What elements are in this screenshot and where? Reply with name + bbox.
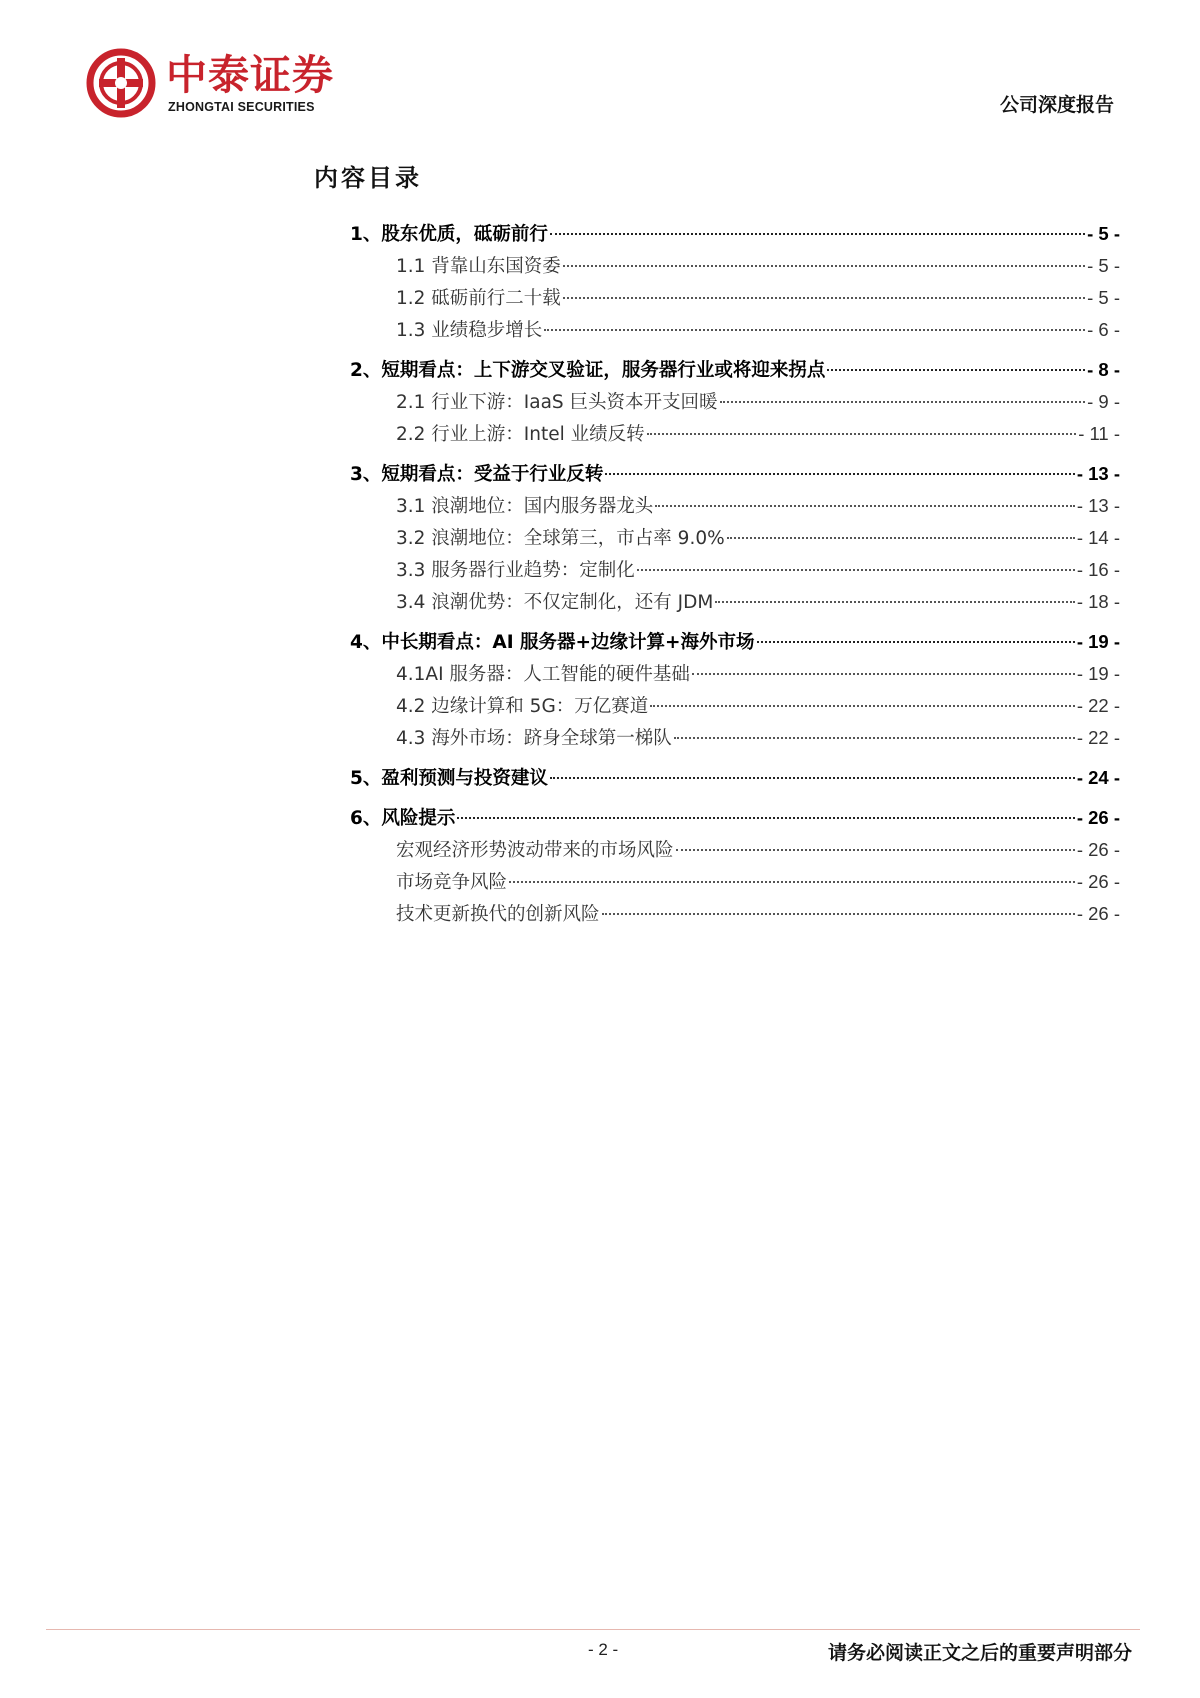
toc-page-number: - 11 - — [1078, 423, 1120, 444]
toc-dot-leader — [650, 705, 1075, 707]
toc-dot-leader — [827, 369, 1085, 371]
toc-subsection-entry[interactable] — [350, 722, 1120, 754]
toc-dot-leader — [509, 881, 1075, 883]
toc-entry-title: 4.3 海外市场：跻身全球第一梯队 — [396, 728, 672, 749]
toc-page-number: - 13 - — [1076, 463, 1120, 484]
toc-section-entry[interactable] — [350, 354, 1120, 386]
toc-page-number: - 5 - — [1087, 287, 1120, 308]
toc-section-entry[interactable] — [350, 762, 1120, 794]
toc-entry-title: 2.1 行业下游：IaaS 巨头资本开支回暖 — [396, 392, 718, 413]
toc-dot-leader — [550, 777, 1075, 779]
toc-page-number: - 22 - — [1076, 727, 1120, 748]
toc-page-number: - 18 - — [1076, 591, 1120, 612]
toc-entry-title: 宏观经济形势波动带来的市场风险 — [396, 840, 674, 861]
toc-dot-leader — [655, 505, 1075, 507]
toc-page-number: - 26 - — [1076, 839, 1120, 860]
toc-dot-leader — [637, 569, 1075, 571]
toc-subsection-entry[interactable] — [350, 834, 1120, 866]
toc-section-entry[interactable] — [350, 626, 1120, 658]
toc-title: 内容目录 — [314, 164, 422, 192]
zhongtai-logo-icon — [86, 48, 156, 118]
toc-entry-title: 1.1 背靠山东国资委 — [396, 256, 561, 277]
toc-page-number: - 19 - — [1076, 631, 1120, 652]
toc-entry-title: 市场竞争风险 — [396, 872, 508, 893]
toc-section-entry[interactable] — [350, 218, 1120, 250]
toc-dot-leader — [715, 601, 1074, 603]
toc-subsection-entry[interactable] — [350, 522, 1120, 554]
toc-page-number: - 26 - — [1076, 807, 1120, 828]
toc-entry-title: 6、风险提示 — [350, 808, 456, 829]
toc-page-number: - 9 - — [1087, 391, 1120, 412]
toc-subsection-entry[interactable] — [350, 898, 1120, 930]
toc-entry-title: 4、中长期看点：AI 服务器+边缘计算+海外市场 — [350, 632, 755, 653]
brand-logo — [86, 48, 376, 123]
toc-dot-leader — [550, 233, 1085, 235]
toc-subsection-entry[interactable] — [350, 586, 1120, 618]
toc-entry-title: 技术更新换代的创新风险 — [396, 904, 600, 925]
toc-subsection-entry[interactable] — [350, 314, 1120, 346]
report-type-label: 公司深度报告 — [999, 94, 1114, 116]
toc-page-number: - 14 - — [1076, 527, 1120, 548]
toc-page-number: - 26 - — [1076, 903, 1120, 924]
toc-dot-leader — [676, 849, 1075, 851]
toc-page-number: - 5 - — [1087, 255, 1120, 276]
toc-page-number: - 13 - — [1076, 495, 1120, 516]
toc-page-number: - 6 - — [1087, 319, 1120, 340]
toc-dot-leader — [727, 537, 1075, 539]
toc-page-number: - 22 - — [1076, 695, 1120, 716]
footer-disclaimer: 请务必阅读正文之后的重要声明部分 — [827, 1642, 1132, 1664]
toc-subsection-entry[interactable] — [350, 490, 1120, 522]
toc-dot-leader — [674, 737, 1075, 739]
toc-dot-leader — [605, 473, 1074, 475]
toc-subsection-entry[interactable] — [350, 386, 1120, 418]
toc-dot-leader — [757, 641, 1075, 643]
toc-subsection-entry[interactable] — [350, 690, 1120, 722]
toc-subsection-entry[interactable] — [350, 250, 1120, 282]
toc-dot-leader — [692, 673, 1075, 675]
toc-entry-title: 2、短期看点：上下游交叉验证，服务器行业或将迎来拐点 — [350, 360, 826, 381]
toc-entry-title: 3.2 浪潮地位：全球第三，市占率 9.0% — [396, 528, 725, 549]
toc-dot-leader — [563, 297, 1085, 299]
toc-entry-title: 3、短期看点：受益于行业反转 — [350, 464, 604, 485]
toc-page-number: - 24 - — [1076, 767, 1120, 788]
toc-entry-title: 1.3 业绩稳步增长 — [396, 320, 543, 341]
toc-entry-title: 2.2 行业上游：Intel 业绩反转 — [396, 424, 645, 445]
brand-name-en: ZHONGTAI SECURITIES — [168, 100, 315, 114]
toc-section-entry[interactable] — [350, 802, 1120, 834]
toc-entry-title: 5、盈利预测与投资建议 — [350, 768, 548, 789]
toc-subsection-entry[interactable] — [350, 282, 1120, 314]
toc-subsection-entry[interactable] — [350, 658, 1120, 690]
toc-entry-title: 3.3 服务器行业趋势：定制化 — [396, 560, 635, 581]
table-of-contents — [350, 218, 1120, 930]
toc-entry-title: 4.2 边缘计算和 5G：万亿赛道 — [396, 696, 649, 717]
toc-dot-leader — [647, 433, 1077, 435]
toc-subsection-entry[interactable] — [350, 418, 1120, 450]
toc-page-number: - 26 - — [1076, 871, 1120, 892]
toc-dot-leader — [720, 401, 1086, 403]
toc-entry-title: 4.1AI 服务器：人工智能的硬件基础 — [396, 664, 690, 685]
toc-dot-leader — [544, 329, 1085, 331]
brand-name-cn: 中泰证券 — [166, 51, 334, 99]
toc-dot-leader — [563, 265, 1085, 267]
toc-entry-title: 1、股东优质，砥砺前行 — [350, 224, 548, 245]
toc-entry-title: 3.4 浪潮优势：不仅定制化，还有 JDM — [396, 592, 714, 613]
toc-section-entry[interactable] — [350, 458, 1120, 490]
toc-subsection-entry[interactable] — [350, 866, 1120, 898]
toc-entry-title: 1.2 砥砺前行二十载 — [396, 288, 561, 309]
toc-page-number: - 16 - — [1076, 559, 1120, 580]
toc-page-number: - 19 - — [1076, 663, 1120, 684]
toc-page-number: - 5 - — [1087, 223, 1120, 244]
toc-entry-title: 3.1 浪潮地位：国内服务器龙头 — [396, 496, 654, 517]
toc-subsection-entry[interactable] — [350, 554, 1120, 586]
footer-page-number: - 2 - — [588, 1640, 619, 1659]
toc-page-number: - 8 - — [1087, 359, 1120, 380]
footer-divider — [46, 1629, 1140, 1630]
toc-dot-leader — [457, 817, 1074, 819]
toc-dot-leader — [602, 913, 1075, 915]
